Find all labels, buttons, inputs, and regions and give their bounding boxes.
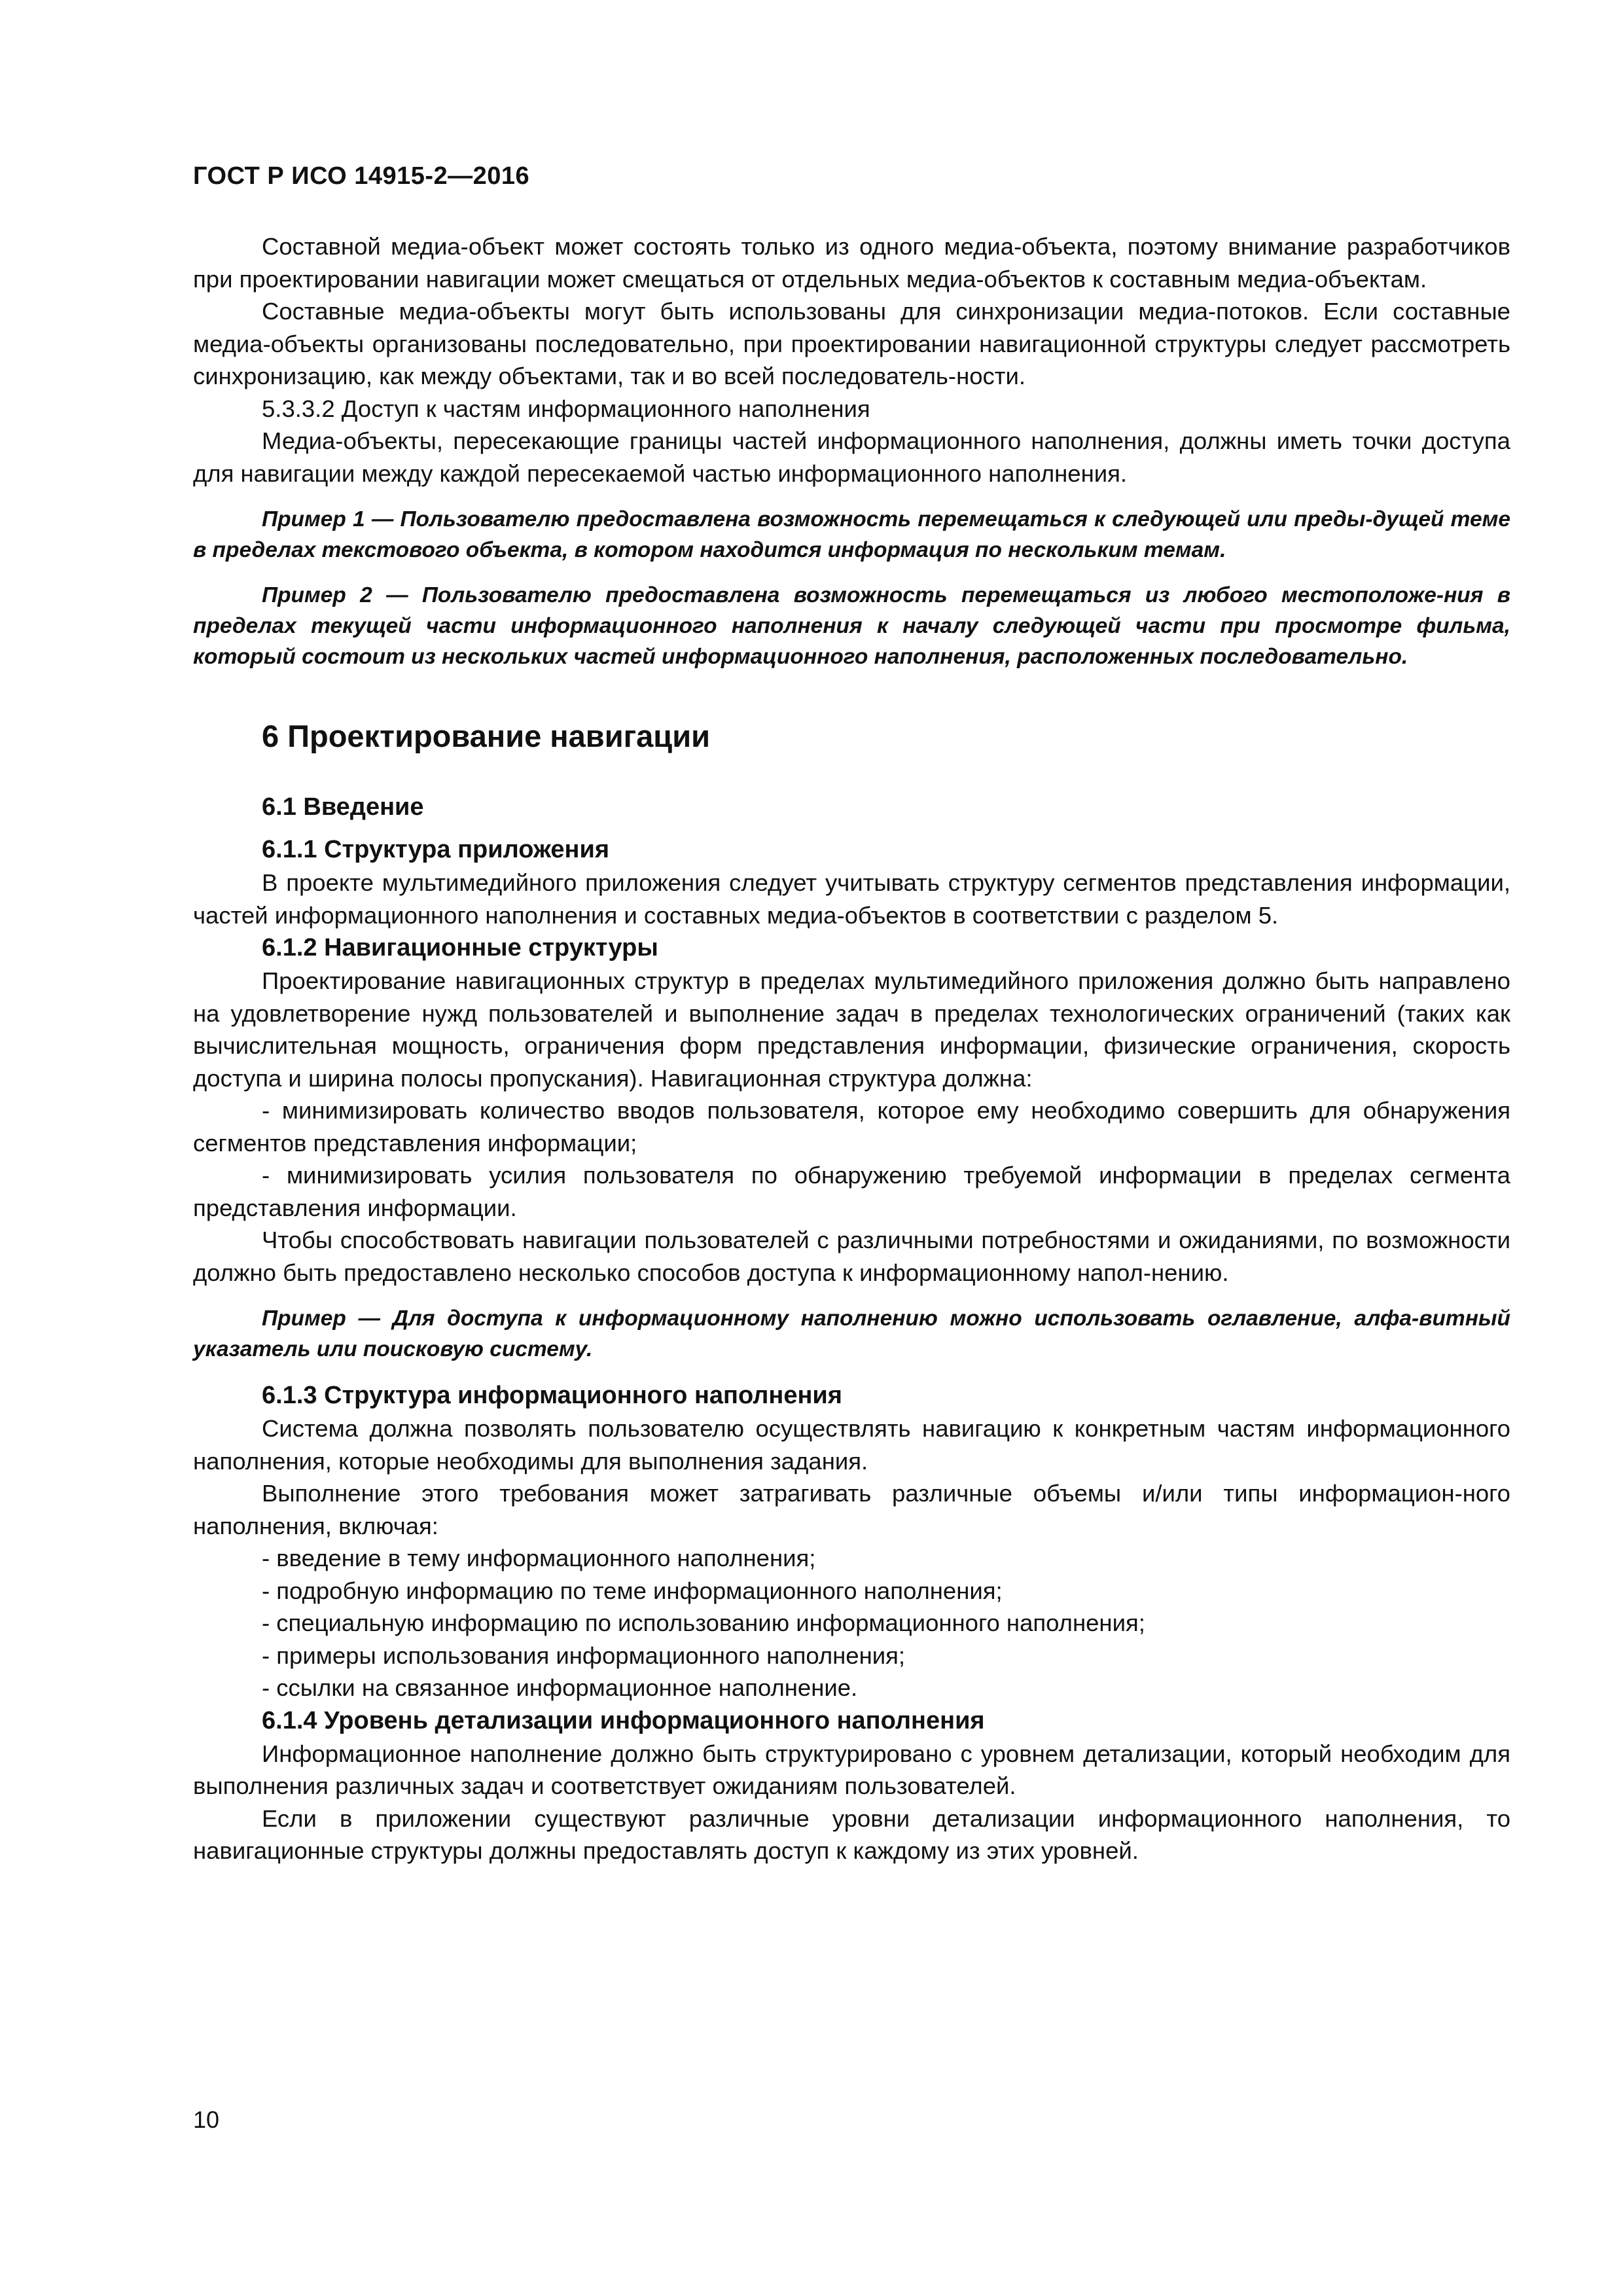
section-6-title: 6 Проектирование навигации xyxy=(262,719,710,753)
section-6-1-title: 6.1 Введение xyxy=(262,793,424,821)
paragraph: Медиа-объекты, пересекающие границы частей информационного наполнения, должны иметь точки доступа для навигации между каждой пересекаемой частью информационного наполнения. xyxy=(193,427,1510,487)
paragraph: Составные медиа-объекты могут быть использованы для синхронизации медиа-потоков. Если составные медиа-объекты организованы последовательно, при проектировании навигационной структуры следует рассмотреть синхронизацию, как между объектами, так и во всей последователь-ности. xyxy=(193,298,1510,389)
subsection-heading-5-3-3-2: 5.3.3.2 Доступ к частям информационного наполнения xyxy=(262,395,870,422)
page-number: 10 xyxy=(193,2106,220,2133)
list-item: - минимизировать усилия пользователя по обнаружению требуемой информации в пределах сегмента представления информации. xyxy=(193,1162,1510,1221)
paragraph: Если в приложении существуют различные уровни детализации информационного наполнения, то навигационные структуры должны предоставлять доступ к каждому из этих уровней. xyxy=(193,1804,1510,1864)
example-navigation: Пример — Для доступа к информационному наполнению можно использовать оглавление, алфа-витный указатель или поисковую систему. xyxy=(193,1306,1510,1361)
list-item: - ссылки на связанное информационное наполнение. xyxy=(262,1674,858,1701)
page-content xyxy=(193,230,1510,1867)
list-item: - введение в тему информационного наполнения; xyxy=(262,1545,816,1571)
paragraph: Выполнение этого требования может затрагивать различные объемы и/или типы информацион-ного наполнения, включая: xyxy=(193,1480,1510,1539)
list-item: - подробную информацию по теме информационного наполнения; xyxy=(262,1577,1003,1604)
paragraph: Информационное наполнение должно быть структурировано с уровнем детализации, который необходим для выполнения различных задач и соответствует ожиданиям пользователей. xyxy=(193,1740,1510,1799)
paragraph: Чтобы способствовать навигации пользователей с различными потребностями и ожиданиями, по возможности должно быть предоставлено несколько способов доступа к информационному напол-нению. xyxy=(193,1227,1510,1286)
paragraph: Составной медиа-объект может состоять только из одного медиа-объекта, поэтому внимание разработчиков при проектировании навигации может смещаться от отдельных медиа-объектов к составным медиа-объектам. xyxy=(193,233,1510,293)
example-1: Пример 1 — Пользователю предоставлена возможность перемещаться к следующей или преды-дущей теме в пределах текстового объекта, в котором находится информация по нескольким темам. xyxy=(193,507,1510,562)
section-6-1-2-title: 6.1.2 Навигационные структуры xyxy=(262,934,658,961)
section-6-1-4-title: 6.1.4 Уровень детализации информационного наполнения xyxy=(262,1706,985,1734)
paragraph: В проекте мультимедийного приложения следует учитывать структуру сегментов представления информации, частей информационного наполнения и составных медиа-объектов в соответствии с разделом 5. xyxy=(193,869,1510,929)
list-item: - примеры использования информационного наполнения; xyxy=(262,1641,906,1669)
paragraph: Проектирование навигационных структур в пределах мультимедийного приложения должно быть направлено на удовлетворение нужд пользователей и выполнение задач в пределах технологических ограничений (таких как вычислительная мощность, ограничения форм представления информации, физические ограничения, скорость доступа и ширина полосы пропускания). Навигационная структура должна: xyxy=(193,967,1510,1092)
section-6-1-3-title: 6.1.3 Структура информационного наполнения xyxy=(262,1382,842,1409)
list-item: - минимизировать количество вводов пользователя, которое ему необходимо совершить для обнаружения сегментов представления информации; xyxy=(193,1097,1510,1157)
document-header: ГОСТ Р ИСО 14915-2—2016 xyxy=(193,162,530,190)
section-6-1-1-title: 6.1.1 Структура приложения xyxy=(262,836,610,863)
example-2: Пример 2 — Пользователю предоставлена возможность перемещаться из любого местоположе-ния в пределах текущей части информационного наполнения к началу следующей части при просмотре фильма, который состоит из нескольких частей информационного наполнения, расположенных последовательно. xyxy=(193,583,1510,669)
list-item: - специальную информацию по использованию информационного наполнения; xyxy=(262,1609,1145,1636)
paragraph: Система должна позволять пользователю осуществлять навигацию к конкретным частям информационного наполнения, которые необходимы для выполнения задания. xyxy=(193,1415,1510,1475)
